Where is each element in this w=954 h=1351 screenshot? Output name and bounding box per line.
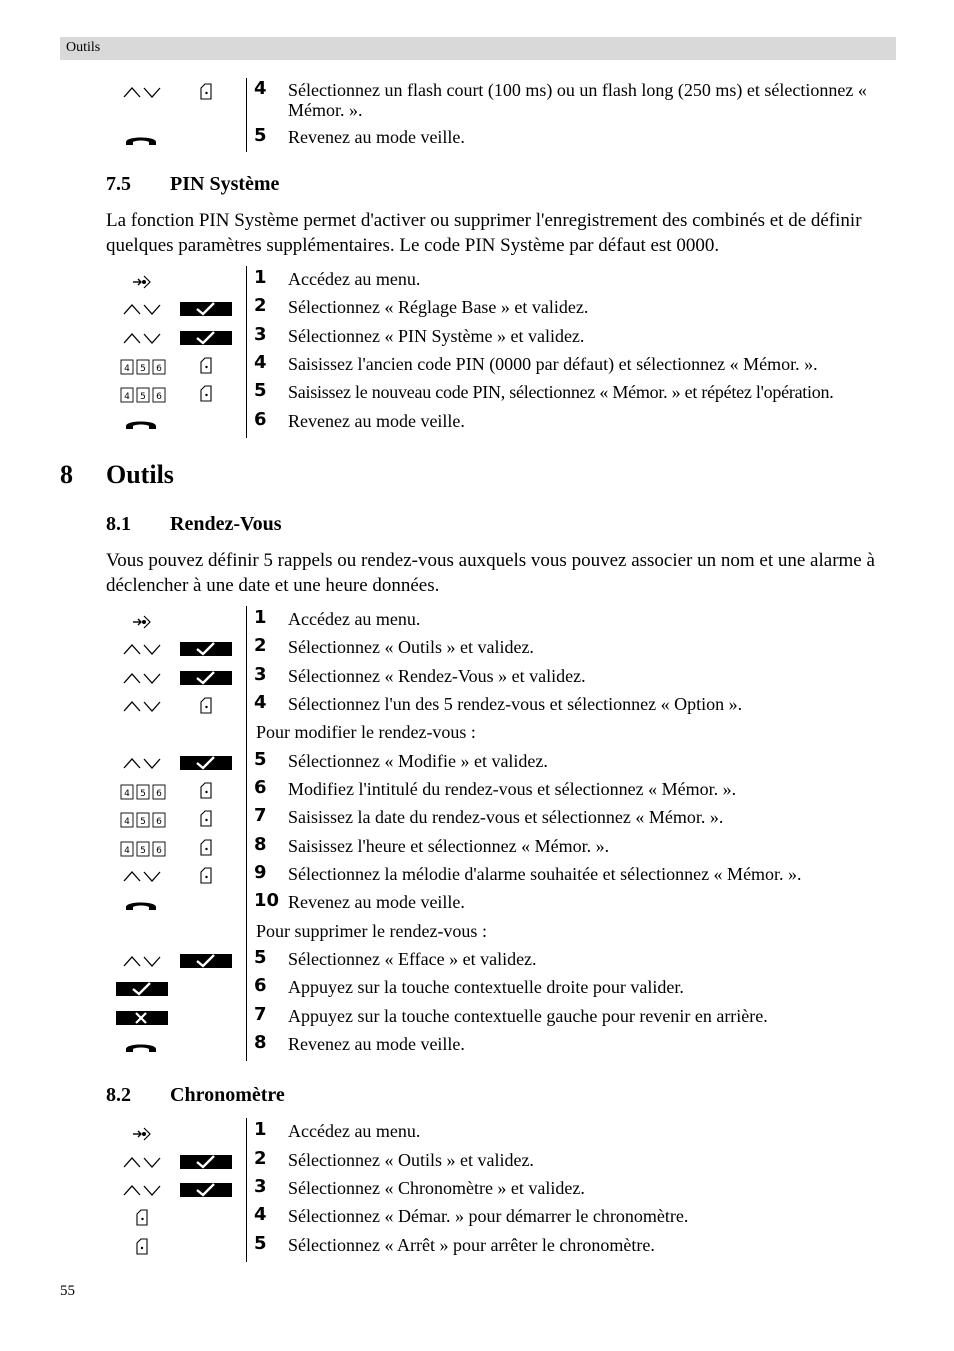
chapter-number: 8 xyxy=(60,460,73,489)
section-intro: La fonction PIN Système permet d'activer ou supprimer l'enregistrement des combinés et de définir quelques paramètres supplémentaires. Le code PIN Système par défaut est 0000. xyxy=(106,210,862,256)
step-row xyxy=(0,382,954,410)
step-number: 4 xyxy=(254,1204,267,1225)
ok-check-softkey-icon xyxy=(180,1183,232,1197)
ok-check-softkey-icon xyxy=(180,642,232,656)
step-row xyxy=(0,666,954,694)
keypad-digit: 6 xyxy=(156,846,162,856)
step-text: Sélectionnez « Réglage Base » et validez. xyxy=(288,297,589,317)
section-number: 8.2 xyxy=(106,1084,131,1106)
keypad-digit: 5 xyxy=(140,789,146,799)
step-text: Sélectionnez l'un des 5 rendez-vous et sélectionnez « Option ». xyxy=(288,694,743,714)
step-text: Sélectionnez la mélodie d'alarme souhaitée et sélectionnez « Mémor. ». xyxy=(288,864,802,884)
step-row xyxy=(0,637,954,665)
step-text: Appuyez sur la touche contextuelle droite pour valider. xyxy=(288,977,684,997)
step-number: 9 xyxy=(254,862,267,883)
section-number: 7.5 xyxy=(106,173,131,195)
alphanumeric-keypad-icon xyxy=(120,359,166,375)
step-number: 8 xyxy=(254,1032,267,1053)
step-row xyxy=(0,892,954,920)
step-number: 4 xyxy=(254,352,267,373)
end-call-handset-icon xyxy=(124,417,158,431)
right-softkey-icon xyxy=(199,697,213,715)
section-heading-8-2 xyxy=(106,1084,285,1107)
ok-check-softkey-icon xyxy=(180,756,232,770)
keypad-digit: 4 xyxy=(124,817,130,827)
step-text: Sélectionnez « Démar. » pour démarrer le chronomètre. xyxy=(288,1206,689,1226)
step-text: Saisissez le nouveau code PIN, sélectionnez « Mémor. » et répétez l'opération. xyxy=(288,382,834,402)
step-row xyxy=(0,1121,954,1149)
keypad-digit: 4 xyxy=(124,846,130,856)
step-row xyxy=(0,1150,954,1178)
right-softkey-icon xyxy=(199,839,213,857)
step-number: 3 xyxy=(254,664,267,685)
menu-key-icon xyxy=(131,613,153,631)
end-call-handset-icon xyxy=(124,133,158,147)
step-text: Sélectionnez « Arrêt » pour arrêter le chronomètre. xyxy=(288,1235,655,1255)
step-text: Accédez au menu. xyxy=(288,1121,421,1141)
alphanumeric-keypad-icon xyxy=(120,812,166,828)
step-row xyxy=(0,78,954,120)
step-number: 5 xyxy=(254,380,267,401)
keypad-digit: 6 xyxy=(156,817,162,827)
keypad-digit: 5 xyxy=(140,392,146,402)
step-text: Saisissez l'ancien code PIN (0000 par défaut) et sélectionnez « Mémor. ». xyxy=(288,354,818,374)
step-number: 7 xyxy=(254,1004,267,1025)
up-down-navigation-icon xyxy=(122,1183,164,1197)
step-row xyxy=(0,127,954,155)
step-number: 2 xyxy=(254,635,267,656)
up-down-navigation-icon xyxy=(122,756,164,770)
step-row xyxy=(0,326,954,354)
section-heading-8-1 xyxy=(106,513,282,536)
section-heading-7-5 xyxy=(106,173,279,196)
step-number: 10 xyxy=(254,890,280,911)
step-number: 5 xyxy=(254,1233,267,1254)
step-row xyxy=(0,411,954,439)
alphanumeric-keypad-icon xyxy=(120,387,166,403)
step-text: Sélectionnez « Modifie » et validez. xyxy=(288,751,548,771)
keypad-digit: 4 xyxy=(124,364,130,374)
up-down-navigation-icon xyxy=(122,85,164,99)
step-text: Accédez au menu. xyxy=(288,609,421,629)
step-row xyxy=(0,807,954,835)
step-text: Sélectionnez « Outils » et validez. xyxy=(288,637,534,657)
right-softkey-icon xyxy=(199,83,213,101)
end-call-handset-icon xyxy=(124,898,158,912)
right-softkey-icon xyxy=(199,867,213,885)
keypad-digit: 6 xyxy=(156,392,162,402)
step-row xyxy=(0,779,954,807)
step-row xyxy=(0,1034,954,1062)
up-down-navigation-icon xyxy=(122,642,164,656)
up-down-navigation-icon xyxy=(122,869,164,883)
chapter-heading-8 xyxy=(60,460,174,490)
up-down-navigation-icon xyxy=(122,954,164,968)
up-down-navigation-icon xyxy=(122,699,164,713)
ok-check-softkey-icon xyxy=(180,1155,232,1169)
step-row xyxy=(0,836,954,864)
step-text: Sélectionnez un flash court (100 ms) ou un flash long (250 ms) et sélectionnez « Mémor. ». xyxy=(288,80,867,120)
step-row xyxy=(0,864,954,892)
step-number: 3 xyxy=(254,324,267,345)
keypad-digit: 6 xyxy=(156,364,162,374)
section-title: Chronomètre xyxy=(170,1084,285,1106)
alphanumeric-keypad-icon xyxy=(120,841,166,857)
step-number: 1 xyxy=(254,607,267,628)
step-row xyxy=(0,269,954,297)
step-number: 5 xyxy=(254,125,267,146)
ok-check-softkey-icon xyxy=(180,954,232,968)
step-number: 1 xyxy=(254,1119,267,1140)
step-text: Sélectionnez « Efface » et validez. xyxy=(288,949,537,969)
step-number: 5 xyxy=(254,749,267,770)
up-down-navigation-icon xyxy=(122,671,164,685)
step-row xyxy=(0,609,954,637)
keypad-digit: 5 xyxy=(140,817,146,827)
step-text: Sélectionnez « Chronomètre » et validez. xyxy=(288,1178,585,1198)
step-number: 6 xyxy=(254,409,267,430)
step-text: Saisissez l'heure et sélectionnez « Mémor. ». xyxy=(288,836,610,856)
step-number: 5 xyxy=(254,947,267,968)
up-down-navigation-icon xyxy=(122,1155,164,1169)
section-intro: Vous pouvez définir 5 rappels ou rendez-vous auxquels vous pouvez associer un nom et une alarme à déclencher à une date et une heure données. xyxy=(106,550,875,596)
right-softkey-icon xyxy=(199,810,213,828)
section-title: Rendez-Vous xyxy=(170,513,282,535)
step-row xyxy=(0,297,954,325)
running-header-title: Outils xyxy=(66,40,101,55)
left-softkey-icon xyxy=(135,1238,149,1256)
step-number: 4 xyxy=(254,78,267,99)
step-text: Revenez au mode veille. xyxy=(288,411,465,431)
chapter-title: Outils xyxy=(106,460,174,489)
up-down-navigation-icon xyxy=(122,331,164,345)
ok-check-softkey-icon xyxy=(180,671,232,685)
menu-key-icon xyxy=(131,273,153,291)
step-text: Appuyez sur la touche contextuelle gauche pour revenir en arrière. xyxy=(288,1006,768,1026)
step-text: Revenez au mode veille. xyxy=(288,892,465,912)
sub-heading-delete: Pour supprimer le rendez-vous : xyxy=(256,921,487,941)
section-number: 8.1 xyxy=(106,513,131,535)
ok-check-softkey-icon xyxy=(116,982,168,996)
up-down-navigation-icon xyxy=(122,302,164,316)
step-row xyxy=(0,354,954,382)
step-text: Saisissez la date du rendez-vous et sélectionnez « Mémor. ». xyxy=(288,807,724,827)
right-softkey-icon xyxy=(135,1209,149,1227)
ok-check-softkey-icon xyxy=(180,331,232,345)
step-text: Modifiez l'intitulé du rendez-vous et sélectionnez « Mémor. ». xyxy=(288,779,737,799)
step-row xyxy=(0,949,954,977)
cancel-x-softkey-icon xyxy=(116,1011,168,1025)
keypad-digit: 5 xyxy=(140,846,146,856)
step-text: Accédez au menu. xyxy=(288,269,421,289)
running-header xyxy=(60,37,896,60)
step-number: 6 xyxy=(254,777,267,798)
end-call-handset-icon xyxy=(124,1040,158,1054)
step-row xyxy=(0,1178,954,1206)
step-number: 2 xyxy=(254,295,267,316)
right-softkey-icon xyxy=(199,782,213,800)
step-number: 4 xyxy=(254,692,267,713)
step-row xyxy=(0,1006,954,1034)
keypad-digit: 5 xyxy=(140,364,146,374)
step-row xyxy=(0,1206,954,1234)
step-number: 7 xyxy=(254,805,267,826)
step-number: 2 xyxy=(254,1148,267,1169)
alphanumeric-keypad-icon xyxy=(120,784,166,800)
step-text: Revenez au mode veille. xyxy=(288,127,465,147)
step-row xyxy=(0,694,954,722)
step-row xyxy=(0,1235,954,1263)
step-text: Sélectionnez « PIN Système » et validez. xyxy=(288,326,585,346)
step-number: 6 xyxy=(254,975,267,996)
step-text: Sélectionnez « Rendez-Vous » et validez. xyxy=(288,666,586,686)
ok-check-softkey-icon xyxy=(180,302,232,316)
step-text: Revenez au mode veille. xyxy=(288,1034,465,1054)
menu-key-icon xyxy=(131,1125,153,1143)
keypad-digit: 4 xyxy=(124,789,130,799)
right-softkey-icon xyxy=(199,385,213,403)
keypad-digit: 4 xyxy=(124,392,130,402)
section-title: PIN Système xyxy=(170,173,280,195)
right-softkey-icon xyxy=(199,357,213,375)
step-number: 3 xyxy=(254,1176,267,1197)
step-row xyxy=(0,751,954,779)
keypad-digit: 6 xyxy=(156,789,162,799)
step-number: 8 xyxy=(254,834,267,855)
sub-heading-modify: Pour modifier le rendez-vous : xyxy=(256,722,476,742)
page-number: 55 xyxy=(60,1283,75,1299)
step-row xyxy=(0,977,954,1005)
step-text: Sélectionnez « Outils » et validez. xyxy=(288,1150,534,1170)
step-number: 1 xyxy=(254,267,267,288)
